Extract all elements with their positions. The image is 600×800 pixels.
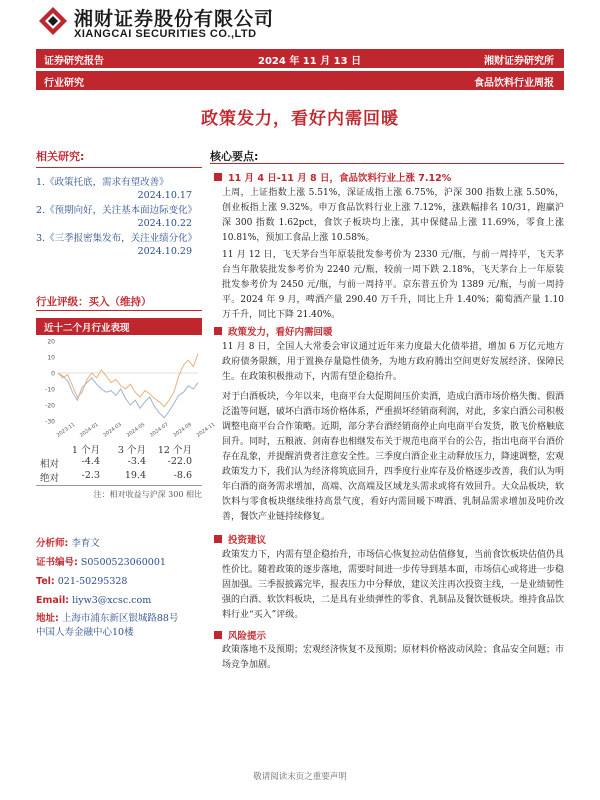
cell-value: -3.4 [127,456,146,467]
report-type: 证券研究报告 [44,56,104,67]
report-series: 食品饮料行业周报 [474,78,554,89]
column-header: 1 个月 [71,445,100,456]
company-logo-icon [38,6,68,36]
section-heading: 投资建议 [214,532,266,546]
related-item[interactable] [36,204,202,230]
company-name-cn: 湘财证券股份有限公司 [74,8,275,30]
paragraph: 11 月 8 日，全国人大常委会审议通过近年来力度最大化债举措，增加 6 万亿元地方政府债务限额，用于置换存量隐性债务，为地方政府腾出空间更好发展经济、保障民生。在政策积极推动下，内需有望企稳抬升。 [222,342,564,382]
tel-label: Tel: [36,576,55,587]
section-heading: 政策发力，看好内需回暖 [214,324,333,338]
analyst-label: 分析师: [36,538,69,549]
y-tick-label: 20 [47,338,55,346]
related-item-date: 2024.10.29 [137,246,192,257]
related-label: 相关研究: [36,150,85,163]
analyst-name: 李育文 [71,538,100,549]
disclaimer-footer: 敬请阅读末页之重要声明 [253,772,347,782]
table-header-row [40,442,200,456]
table-note: 注：相对收益与沪深 300 相比 [93,490,202,499]
y-tick-label: -30 [45,418,55,426]
tel-number: 021-50295328 [57,576,128,587]
divider [36,167,202,168]
related-item[interactable] [36,232,202,258]
x-tick-label: 2024-09 [172,421,193,439]
paragraph: 11 月 12 日，飞天茅台当年原装批发参考价为 2330 元/瓶，与前一周持平，飞天茅台当年散装批发参考价为 2240 元/瓶，较前一周下跌 2.18%，飞天茅台上一年原装批发参考价为 2450 元/瓶，与前一周持平。京东普五价为 1389 元/瓶，与前一周持平。2024 年 9 月，啤酒产量 290.40 万千升，同比上升 1.40%；葡萄酒产量 1.10 万千升，同比下降 21.40%。 [222,250,564,320]
bullet-square-icon [214,327,222,335]
cell-value: -2.3 [81,470,100,481]
related-item-title[interactable]: 3.《三季报密集发布，关注业绩分化》 [36,233,198,244]
cell-value: -8.6 [173,470,192,481]
industry-rating: 行业评级：买入（维持） [36,296,152,308]
cert-label: 证书编号: [36,557,78,568]
x-tick-label: 2024-01 [79,421,100,439]
related-item-title[interactable]: 2.《预期向好，关注基本面边际变化》 [36,205,198,216]
report-title: 政策发力，看好内需回暖 [201,109,399,129]
key-points-header [210,148,564,164]
address-block [36,612,202,640]
paragraph: 政策落地不及预期；宏观经济恢复不及预期；原材料价格波动风险；食品安全问题；市场竞争加剧。 [222,645,565,670]
y-tick-label: -20 [45,402,55,410]
column-header: 3 个月 [117,445,146,456]
section-heading: 风险提示 [214,628,266,642]
x-tick-label: 2024-05 [125,421,147,439]
chart-title: 近十二个月行业表现 [36,318,202,335]
cell-value: 19.4 [124,470,146,481]
divider [210,163,564,164]
analyst-info [36,534,206,610]
paragraph: 对于白酒板块，今年以来，电商平台大促期间压价卖酒，造成白酒市场价格失衡、假酒泛滥等问题，破坏白酒市场价格体系，严重损坏经销商利润，对此，多家白酒公司积极调整电商平台合作策略。近期，部分茅台酒经销商停止向电商平台发货，散飞价格触底回升。同时，五粮液、剑南春也相继发布关于规范电商平台的公告，指出电商平台酒价存在乱象，并提醒消费者注意安全性。三季度白酒企业主动释放压力，降速调整，宏观政策发力下，我们认为经济将筑底回升，四季度行业库存及价格逐步改善，我们认为明年白酒的商务需求增加，高端、次高端及区域龙头需求或将有效回升。大众品板块，软饮料与零食板块继续维持高景气度，看好内需回暖下啤酒、乳制品需求增加及吨价改善，餐饮产业链持续修复。 [222,392,565,522]
header-bar-bottom [36,71,564,90]
header-bar-top [36,49,564,68]
performance-table [40,442,200,484]
y-tick-label: 10 [47,354,55,362]
related-item-date: 2024.10.17 [137,190,192,201]
address-line-2: 中国人寿金融中心10楼 [36,627,134,638]
column-header: 12 个月 [157,445,192,456]
x-tick-label: 2023-11 [55,421,77,439]
report-header [0,0,600,52]
row-name: 绝对 [40,473,60,484]
email-link[interactable]: liyw3@xcsc.com [72,595,152,606]
address-label: 地址: [36,613,59,624]
bullet-square-icon [214,631,222,639]
institute-name: 湘财证券研究所 [484,56,554,67]
email-label: Email: [36,595,70,606]
divider [36,310,202,311]
company-name-en: XIANGCAI SECURITIES CO.,LTD [74,28,257,40]
related-item-title[interactable]: 1.《政策托底，需求有望改善》 [36,177,169,188]
x-tick-label: 2024-03 [102,421,123,439]
section-heading: 11 月 4 日-11 月 8 日，食品饮料行业上涨 7.12% [214,170,451,184]
related-research [36,148,202,260]
divider [36,485,202,486]
bullet-square-icon [214,535,222,543]
keypoints-label: 核心要点: [210,150,259,163]
paragraph: 上周，上证指数上涨 5.51%，深证成指上涨 6.75%，沪深 300 指数上涨 5.50%，创业板指上涨 9.32%。申万食品饮料行业上涨 7.12%，涨跌幅排名 10/31，跑赢沪深 300 指数 1.62pct，食饮子板块均上涨，其中保健品上涨 11.69%，零食上涨 10.81%，预加工食品上涨 10.58%。 [222,188,564,243]
x-tick-label: 2024-11 [195,421,217,439]
report-date: 2024 年 11 月 13 日 [258,56,362,67]
industry-performance-chart [36,318,217,440]
related-item[interactable] [36,176,202,202]
cell-value: -22.0 [167,456,192,467]
report-category: 行业研究 [44,78,84,89]
row-name: 相对 [40,459,60,470]
paragraph: 政策发力下，内需有望企稳抬升，市场信心恢复拉动估值修复，当前食饮板块估值仍具性价比。随着政策的逐步落地，需要时间进一步传导到基本面，市场信心或将进一步稳固加强。三季报披露完毕，报表压力中分释放，建议关注再次投资主线，一是业绩韧性强的白酒、软饮料板块，二是具有业绩弹性的零食、乳制品及餐饮链板块。维持食品饮料行业“买入”评级。 [222,550,565,620]
address-line-1: 上海市浦东新区银城路88号 [61,613,179,624]
y-tick-label: 0 [51,370,55,378]
y-tick-label: -10 [45,386,55,394]
cell-value: -4.4 [81,456,100,467]
cert-number: S0500523060001 [80,557,166,568]
table-row [40,470,200,484]
related-list [36,176,202,258]
x-tick-label: 2024-07 [149,421,170,439]
related-item-date: 2024.10.22 [137,218,192,229]
bullet-square-icon [214,173,222,181]
chart-plot [36,337,217,439]
table-row [40,456,200,470]
